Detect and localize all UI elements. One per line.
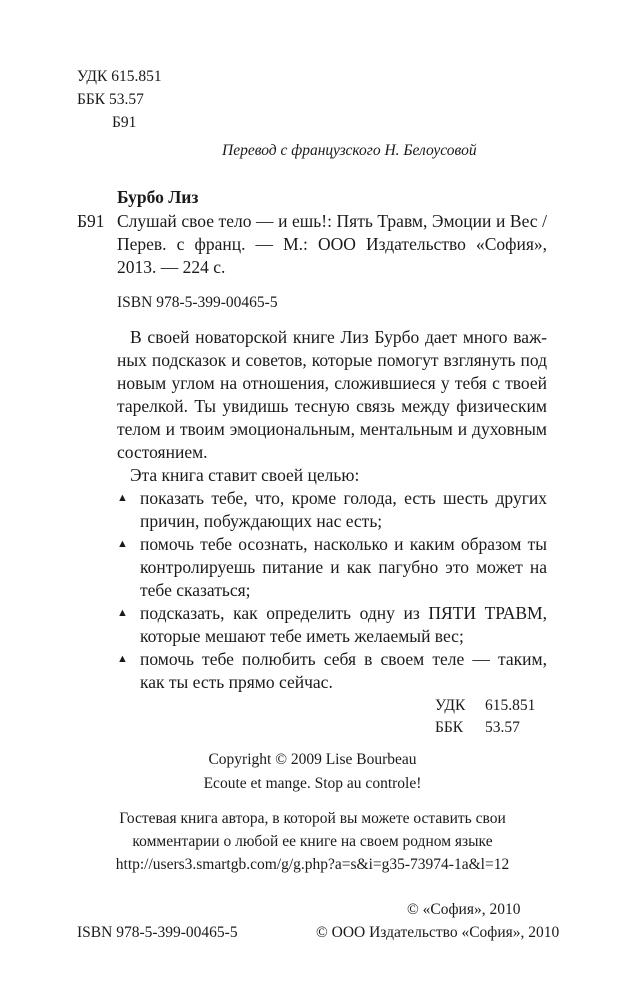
goal-1-line-1: показать тебе, что, кроме голода, есть шесть других	[140, 488, 547, 508]
author-mark: Б91	[112, 114, 137, 131]
udk-right-value: 615.851	[485, 697, 536, 714]
bbk-code: ББК 53.57	[77, 91, 144, 108]
bullet-icon: ▲	[117, 607, 128, 619]
goal-2-line-3: тебе сказаться;	[140, 580, 251, 600]
bullet-icon: ▲	[117, 538, 128, 550]
goal-3-line-2: которые мешают тебе иметь желаемый вес;	[140, 626, 464, 646]
annotation-line-5: телом и твоим эмоциональным, ментальным и духовным	[117, 419, 547, 439]
goal-3-line-1: подсказать, как определить одну из ПЯТИ ТРАВМ,	[140, 603, 547, 623]
bullet-icon: ▲	[117, 492, 128, 504]
copyright-sofia-2: © ООО Издательство «София», 2010	[316, 924, 560, 941]
guestbook-url[interactable]: http://users3.smartgb.com/g/g.php?a=s&i=g35-73974-1a&l=12	[115, 856, 510, 873]
copyright-line: Copyright © 2009 Lise Bourbeau	[208, 751, 417, 768]
goal-intro: Эта книга ставит своей целью:	[130, 465, 360, 485]
bbk-right-value: 53.57	[485, 719, 520, 736]
annotation-line-1: В своей новаторской книге Лиз Бурбо дает много важ-	[130, 327, 547, 347]
copyright-sofia-1: © «София», 2010	[407, 901, 521, 918]
bib-line-1: Слушай свое тело — и ешь!: Пять Травм, Эмоции и Вес /	[117, 211, 547, 231]
annotation-line-2: ных подсказок и советов, которые помогут взглянуть под	[117, 350, 547, 370]
goal-2-line-2: контролируешь питание и как пагубно это может на	[140, 557, 547, 577]
author-name: Бурбо Лиз	[117, 187, 199, 207]
guestbook-line-1: Гостевая книга автора, в которой вы можете оставить свои	[119, 810, 506, 827]
bib-line-3: 2013. — 224 с.	[117, 257, 226, 277]
isbn-main: ISBN 978-5-399-00465-5	[117, 294, 278, 311]
bullet-icon: ▲	[117, 653, 128, 665]
goal-1-line-2: причин, побуждающих нас есть;	[140, 511, 383, 531]
udk-code: УДК 615.851	[77, 68, 162, 85]
annotation-line-6: состоянием.	[117, 442, 208, 462]
goal-4-line-1: помочь тебе полюбить себя в своем теле — таким,	[140, 649, 547, 669]
guestbook-line-2: комментарии о любой ее книге на своем родном языке	[132, 833, 493, 850]
udk-right-label: УДК	[435, 697, 466, 714]
author-mark-left: Б91	[77, 211, 105, 231]
annotation-line-4: тарелкой. Ты увидишь тесную связь между физическим	[117, 396, 547, 416]
goal-2-line-1: помочь тебе осознать, насколько и каким образом ты	[140, 534, 547, 554]
translation-credit: Перевод с французского Н. Белоусовой	[222, 142, 477, 159]
original-title: Ecoute et mange. Stop au controle!	[203, 775, 422, 792]
isbn-bottom: ISBN 978-5-399-00465-5	[77, 924, 238, 941]
bbk-right-label: ББК	[435, 719, 464, 736]
annotation-line-3: новым углом на отношения, сложившиеся у тебя с твоей	[117, 373, 547, 393]
bib-line-2: Перев. с франц. — М.: ООО Издательство «София»,	[117, 234, 547, 254]
goal-4-line-2: как ты есть прямо сейчас.	[140, 672, 333, 692]
